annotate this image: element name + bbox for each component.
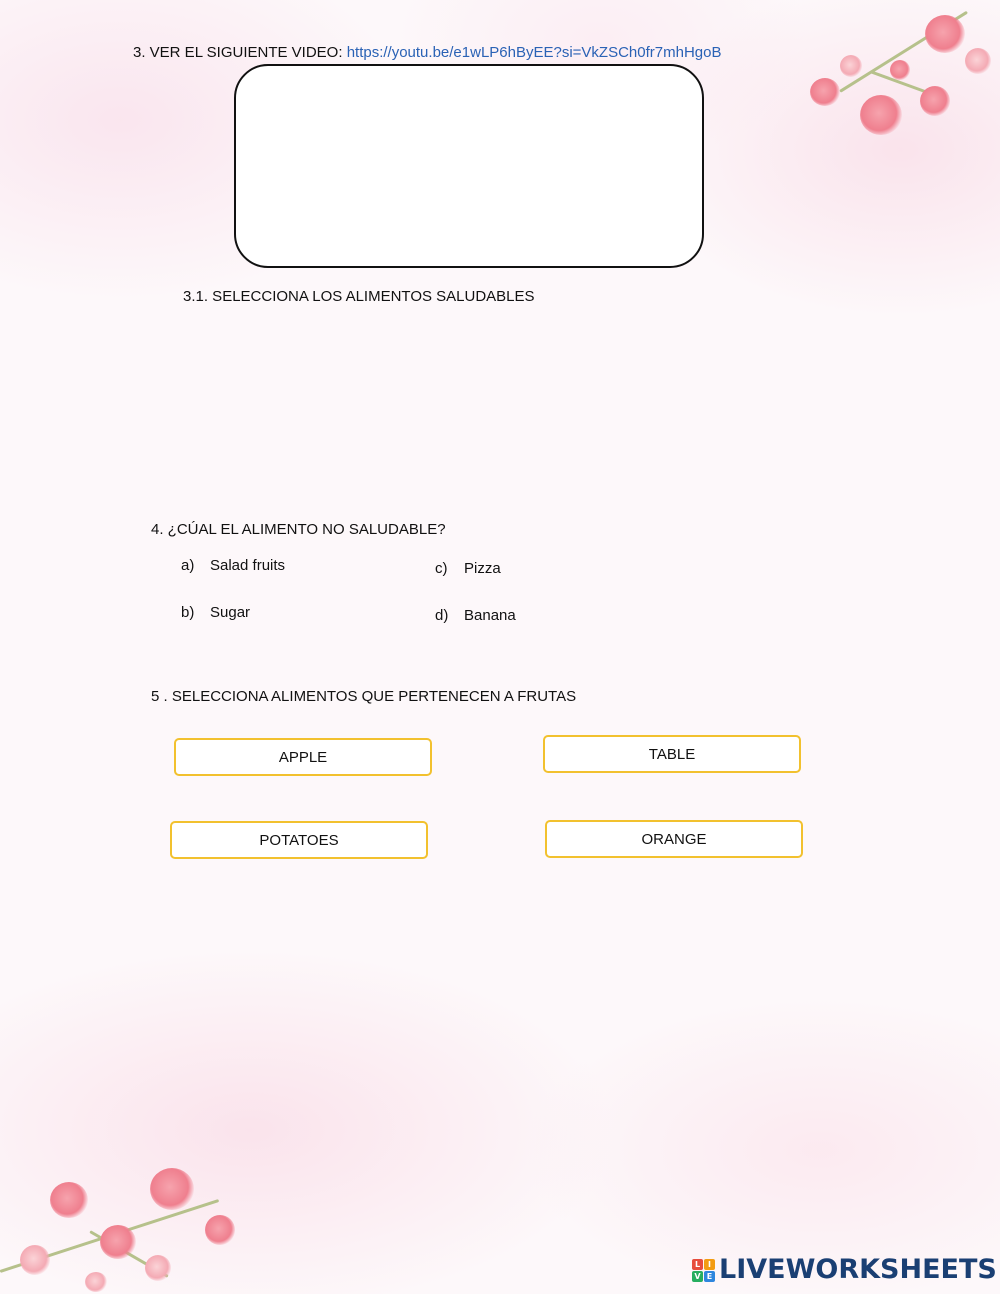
choice-table[interactable]: TABLE [543,735,801,773]
option-d-letter: d) [435,607,449,624]
healthy-foods-selection-area [180,320,820,500]
blossom-decoration-top [800,0,1000,140]
option-a-text: Salad fruits [210,557,286,574]
question-3-label: 3. VER EL SIGUIENTE VIDEO: [133,44,343,61]
liveworksheets-logo [692,1254,997,1286]
video-embed-placeholder[interactable] [234,64,704,268]
option-d-text: Banana [464,607,516,624]
question-3-heading [133,44,721,62]
logo-mark-l: L [692,1259,703,1270]
option-b-letter: b) [181,604,195,621]
logo-mark-v: V [692,1271,703,1282]
choice-potatoes[interactable]: POTATOES [170,821,428,859]
option-c-letter: c) [435,560,448,577]
logo-mark-i: I [704,1259,715,1270]
logo-mark-e: E [704,1271,715,1282]
logo-text: LIVEWORKSHEETS [719,1254,997,1285]
question-4-heading: 4. ¿CÚAL EL ALIMENTO NO SALUDABLE? [151,521,446,538]
video-link[interactable]: https://youtu.be/e1wLP6hByEE?si=VkZSCh0fr7mhHgoB [346,44,722,61]
option-c-text: Pizza [464,560,501,577]
question-5-heading: 5 . SELECCIONA ALIMENTOS QUE PERTENECEN A FRUTAS [151,688,577,705]
choice-orange[interactable]: ORANGE [545,820,803,858]
blossom-decoration-bottom [0,1160,260,1294]
choice-apple[interactable]: APPLE [174,738,432,776]
logo-mark-icon [692,1259,715,1282]
question-3-1-heading: 3.1. SELECCIONA LOS ALIMENTOS SALUDABLES [183,288,535,305]
option-b-text: Sugar [210,604,251,621]
option-a-letter: a) [181,557,195,574]
